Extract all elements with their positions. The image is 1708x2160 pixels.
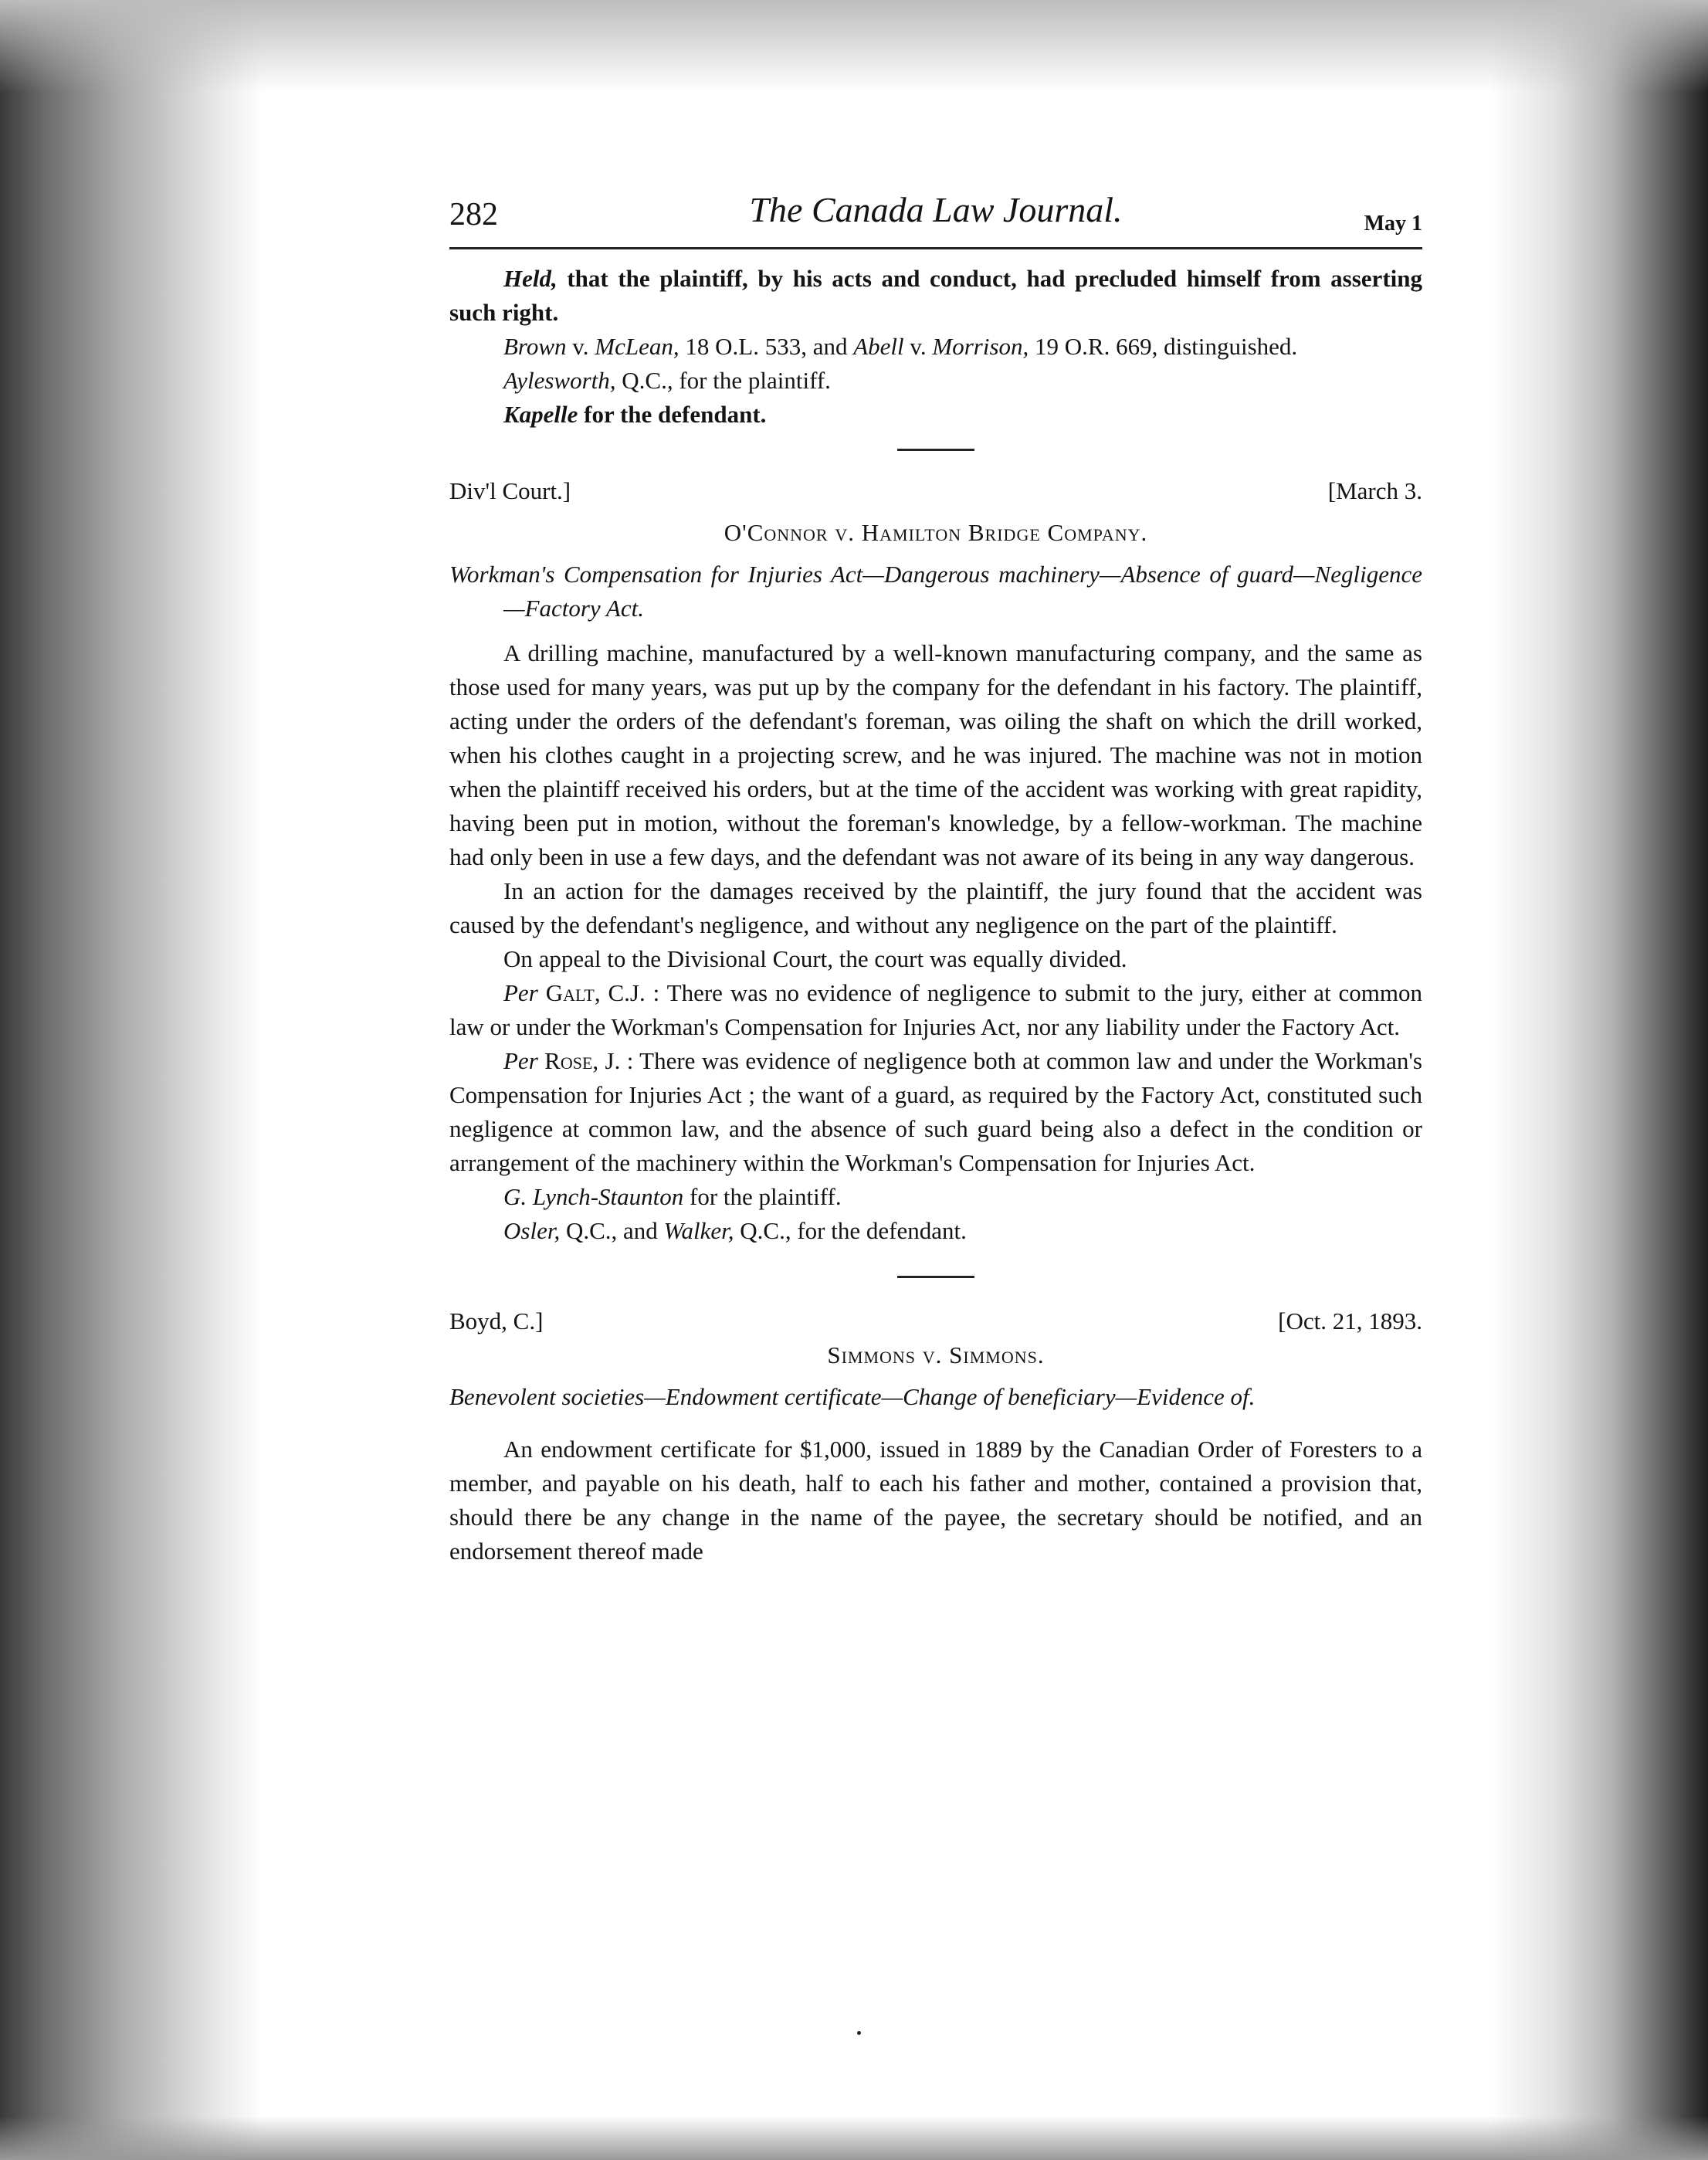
section-divider — [897, 449, 974, 451]
court-name: Div'l Court.] — [449, 477, 571, 504]
held-paragraph — [449, 262, 1422, 330]
case-name: Brown — [503, 333, 567, 360]
scan-shadow-bottom — [0, 2116, 1708, 2160]
scan-shadow-right — [1490, 0, 1708, 2160]
decision-date: [Oct. 21, 1893. — [1278, 1307, 1422, 1334]
judgment-paragraph — [449, 976, 1422, 1044]
body-paragraph: In an action for the damages received by the plaintiff, the jury found that the accident was caused by the defendant's negligence, and without any negligence on the part of the plaintiff. — [449, 877, 1422, 938]
section-divider — [897, 1276, 974, 1278]
held-label: Held, — [503, 265, 557, 292]
per-label: Per — [503, 979, 538, 1006]
court-line — [449, 1304, 1422, 1338]
counsel-name: G. Lynch-Staunton — [503, 1183, 684, 1210]
case-name: Abell — [853, 333, 904, 360]
judgment-paragraph — [449, 1044, 1422, 1180]
counsel-name: Kapelle — [503, 401, 578, 428]
journal-title: The Canada Law Journal. — [749, 190, 1123, 229]
judge-name: Rose, J. — [537, 1047, 621, 1074]
running-head — [449, 190, 1422, 249]
judge-name: Galt, C.J. — [537, 979, 646, 1006]
stray-mark — [857, 2031, 861, 2035]
scan-shadow-left — [0, 0, 263, 2160]
running-head-date: May 1 — [1364, 212, 1422, 236]
counsel-line — [449, 1180, 1422, 1214]
case-citation: 19 O.R. 669, distinguished. — [1029, 333, 1298, 360]
case-title: Simmons v. Simmons. — [827, 1341, 1045, 1368]
counsel-name: Osler, — [503, 1217, 561, 1244]
court-name: Boyd, C.] — [449, 1307, 544, 1334]
court-line — [449, 474, 1422, 508]
counsel-name: Aylesworth, — [503, 367, 616, 394]
per-label: Per — [503, 1047, 538, 1074]
counsel-role: for the defendant. — [578, 401, 767, 428]
counsel-role: for the plaintiff. — [683, 1183, 842, 1210]
case-title: O'Connor v. Hamilton Bridge Company. — [724, 519, 1148, 546]
case-name: McLean, — [595, 333, 679, 360]
decision-date: [March 3. — [1327, 477, 1422, 504]
counsel-role: Q.C., and — [560, 1217, 664, 1244]
judgment-text: : There was no evidence of negligence to submit to the jury, either at common law or under the Workman's Compensation for Injuries Act, nor any liability under the Factory Act. — [449, 979, 1423, 1040]
counsel-line — [449, 1214, 1422, 1248]
case-name: Morrison, — [932, 333, 1029, 360]
judgment-text: : There was evidence of negligence both at common law and under the Workman's Compensation for Injuries Act ; the want of a guard, as required by the Factory Act, constituted such negligence at common law, and the absence of such guard being also a defect in the condition or arrangement of the machinery within the Workman's Compensation for Injuries Act. — [449, 1047, 1422, 1176]
journal-page — [449, 190, 1423, 1568]
counsel-line — [449, 364, 1422, 398]
case-versus: v. — [566, 333, 595, 360]
counsel-line — [449, 398, 1422, 432]
counsel-role: Q.C., for the defendant. — [734, 1217, 967, 1244]
case-citation: 18 O.L. 533, and — [679, 333, 854, 360]
body-paragraph: On appeal to the Divisional Court, the court was equally divided. — [503, 945, 1127, 972]
counsel-role: Q.C., for the plaintiff. — [615, 367, 831, 394]
scan-shadow-top — [0, 0, 1708, 93]
headnote: Benevolent societies—Endowment certificate—Change of beneficiary—Evidence of. — [449, 1383, 1256, 1410]
page-number: 282 — [449, 197, 498, 232]
counsel-name: Walker, — [663, 1217, 734, 1244]
held-text: that the plaintiff, by his acts and conduct, had precluded himself from asserting such right. — [449, 265, 1422, 326]
headnote: Workman's Compensation for Injuries Act—Dangerous machinery—Absence of guard—Negligence—Factory Act. — [449, 561, 1422, 622]
distinguished-cases — [449, 330, 1422, 364]
body-paragraph: A drilling machine, manufactured by a well-known manufacturing company, and the same as those used for many years, was put up by the company for the defendant in his factory. The plaintiff, acting under the orders of the defendant's foreman, was oiling the shaft on which the drill worked, when his clothes caught in a projecting screw, and he was injured. The machine was not in motion when the plaintiff received his orders, but at the time of the accident was working with great rapidity, having been put in motion, without the foreman's knowledge, by a fellow-workman. The machine had only been in use a few days, and the defendant was not aware of its being in any way dangerous. — [449, 639, 1422, 870]
body-paragraph: An endowment certificate for $1,000, issued in 1889 by the Canadian Order of Foresters to a member, and payable on his death, half to each his father and mother, contained a provision that, should there be any change in the name of the payee, the secretary should be notified, and an endorsement thereof made — [449, 1436, 1422, 1565]
case-versus: v. — [903, 333, 933, 360]
